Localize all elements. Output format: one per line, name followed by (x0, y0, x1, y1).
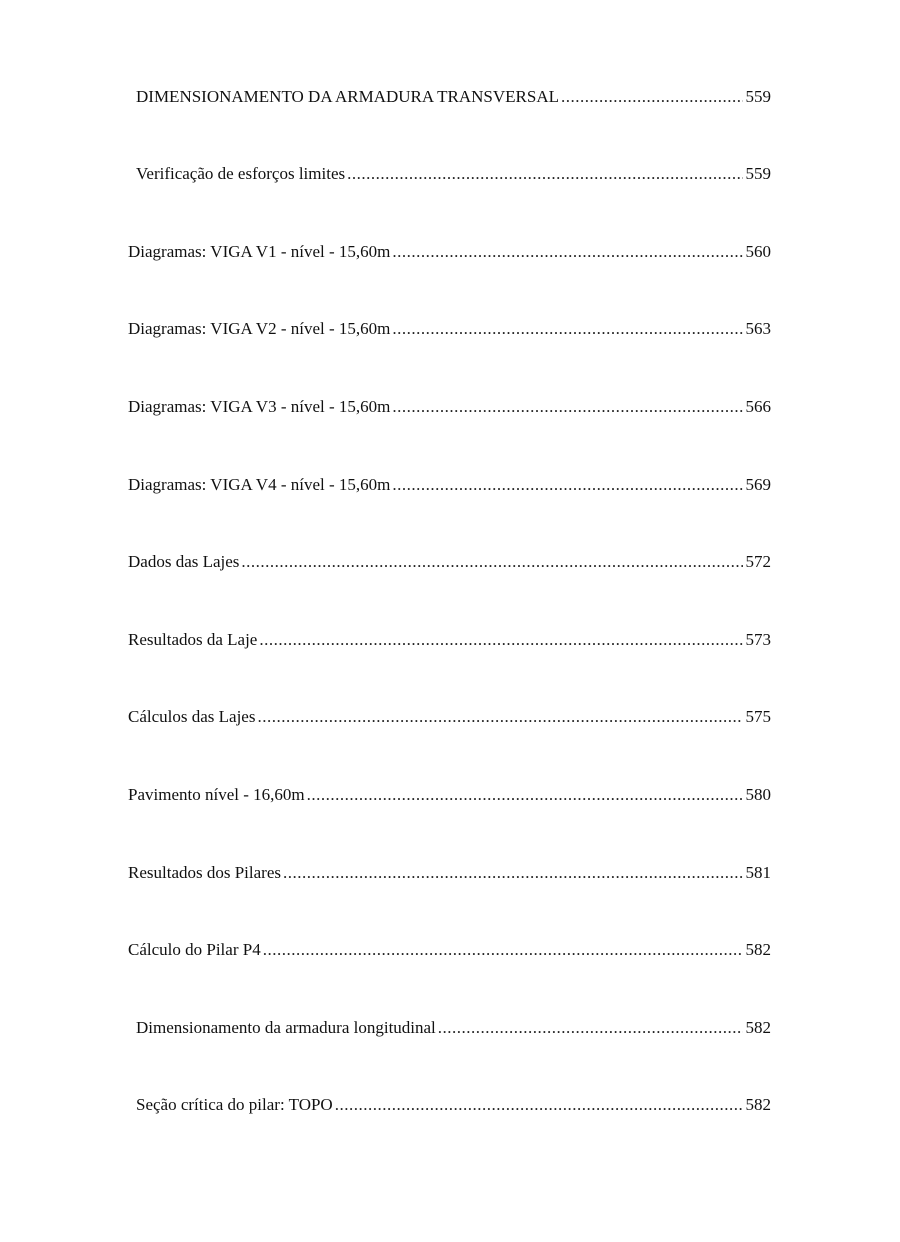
toc-entry[interactable] (128, 241, 771, 263)
toc-entry-page: 582 (745, 940, 771, 959)
toc-leader-dots (347, 163, 742, 185)
toc-entry-page: 581 (745, 863, 771, 882)
toc-leader-dots (392, 396, 742, 418)
toc-entry-page: 569 (745, 475, 771, 494)
toc-entry[interactable] (128, 706, 771, 728)
toc-entry[interactable] (128, 862, 771, 884)
toc-leader-dots (392, 318, 742, 340)
toc-entry[interactable] (128, 784, 771, 806)
toc-entry-title: Seção crítica do pilar: TOPO (136, 1095, 333, 1114)
toc-entry[interactable] (128, 474, 771, 496)
toc-entry-page: 580 (745, 785, 771, 804)
toc-entry-title: Cálculo do Pilar P4 (128, 940, 261, 959)
toc-entry[interactable] (136, 86, 771, 108)
toc-entry[interactable] (128, 396, 771, 418)
toc-entry-title: Diagramas: VIGA V4 - nível - 15,60m (128, 475, 391, 494)
toc-leader-dots (259, 629, 742, 651)
toc-entry-title: Resultados da Laje (128, 630, 258, 649)
toc-entry-title: Resultados dos Pilares (128, 863, 281, 882)
toc-entry-page: 582 (745, 1018, 771, 1037)
toc-entry[interactable] (136, 1017, 771, 1039)
toc-leader-dots (241, 551, 742, 573)
toc-leader-dots (438, 1017, 743, 1039)
toc-leader-dots (307, 784, 743, 806)
toc-entry-title: Cálculos das Lajes (128, 707, 256, 726)
toc-entry-title: Dimensionamento da armadura longitudinal (136, 1018, 436, 1037)
toc-entry-title: DIMENSIONAMENTO DA ARMADURA TRANSVERSAL (136, 87, 559, 106)
toc-entry[interactable] (128, 939, 771, 961)
toc-leader-dots (561, 86, 743, 108)
toc-entry[interactable] (128, 629, 771, 651)
toc-leader-dots (392, 241, 742, 263)
toc-entry-title: Verificação de esforços limites (136, 164, 346, 183)
toc-entry-page: 563 (745, 319, 771, 338)
toc-entry-title: Diagramas: VIGA V1 - nível - 15,60m (128, 242, 391, 261)
toc-entry-page: 559 (745, 164, 771, 183)
toc-entry-page: 559 (745, 87, 771, 106)
toc-entry-page: 560 (745, 242, 771, 261)
toc-leader-dots (392, 474, 742, 496)
toc-leader-dots (257, 706, 742, 728)
toc-entry-title: Pavimento nível - 16,60m (128, 785, 305, 804)
toc-entry[interactable] (128, 551, 771, 573)
toc-entry-page: 572 (745, 552, 771, 571)
toc-entry-title: Diagramas: VIGA V2 - nível - 15,60m (128, 319, 391, 338)
toc-leader-dots (283, 862, 743, 884)
toc-entry-page: 582 (745, 1095, 771, 1114)
toc-entry-page: 575 (745, 707, 771, 726)
toc-leader-dots (263, 939, 743, 961)
toc-entry-title: Diagramas: VIGA V3 - nível - 15,60m (128, 397, 391, 416)
toc-entry-page: 573 (745, 630, 771, 649)
toc-entry[interactable] (136, 1094, 771, 1116)
toc-entry-title: Dados das Lajes (128, 552, 240, 571)
toc-entry-page: 566 (745, 397, 771, 416)
toc-leader-dots (335, 1094, 743, 1116)
toc-entry[interactable] (128, 318, 771, 340)
toc-entry[interactable] (136, 163, 771, 185)
